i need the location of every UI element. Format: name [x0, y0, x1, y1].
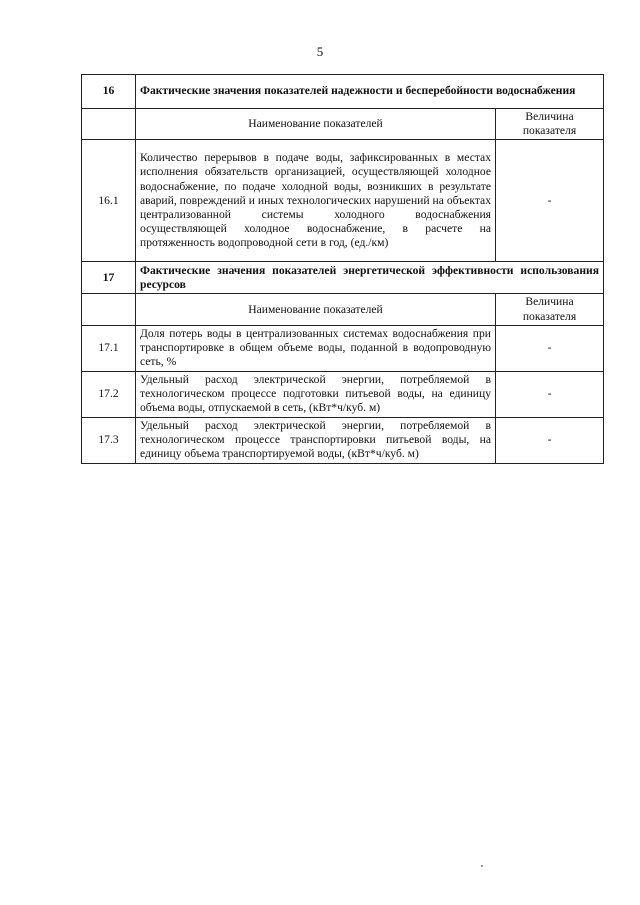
- column-header-value: Величина показателя: [496, 109, 604, 140]
- table-row: [82, 140, 604, 262]
- row-description: Удельный расход электрической энергии, потребляемой в технологическом процессе подготовки питьевой воды, на единицу объема воды, отпускаемой в сеть, (кВт*ч/куб. м): [136, 371, 496, 417]
- column-header-row: [82, 294, 604, 325]
- row-number: 16.1: [82, 140, 136, 262]
- section-row: [82, 262, 604, 294]
- column-header-value: Величина показателя: [496, 294, 604, 325]
- column-header-name: Наименование показателей: [136, 109, 496, 140]
- empty-cell: [82, 294, 136, 325]
- row-description: Количество перерывов в подаче воды, зафиксированных в местах исполнения обязательств организацией, осуществляющей холодное водоснабжение, по подаче холодной воды, возникших в результате аварий, повреждений и иных технологических нарушений на объектах централизованной системы холодного водоснабжения осуществляющей холодное водоснабжение, в расчете на протяженность водопроводной сети в год, (ед./км): [136, 140, 496, 262]
- section-row: [82, 75, 604, 109]
- row-value: -: [496, 325, 604, 371]
- table-row: [82, 417, 604, 463]
- row-number: 17.3: [82, 417, 136, 463]
- column-header-row: [82, 109, 604, 140]
- row-number: 17.2: [82, 371, 136, 417]
- row-number: 17.1: [82, 325, 136, 371]
- row-description: Доля потерь воды в централизованных системах водоснабжения при транспортировке в общем объеме воды, поданной в водопроводную сеть, %: [136, 325, 496, 371]
- row-value: -: [496, 371, 604, 417]
- section-number: 16: [82, 75, 136, 109]
- page-number: 5: [316, 44, 324, 59]
- table-row: [82, 325, 604, 371]
- section-title: Фактические значения показателей надежности и бесперебойности водоснабжения: [136, 75, 604, 109]
- table-row: [82, 371, 604, 417]
- row-value: -: [496, 417, 604, 463]
- column-header-name: Наименование показателей: [136, 294, 496, 325]
- row-description: Удельный расход электрической энергии, потребляемой в технологическом процессе транспортировки питьевой воды, на единицу объема транспортируемой воды, (кВт*ч/куб. м): [136, 417, 496, 463]
- section-title: Фактические значения показателей энергетической эффективности использования ресурсов: [136, 262, 604, 294]
- empty-cell: [82, 109, 136, 140]
- indicators-table: [81, 74, 604, 464]
- scan-artifact-dot: [481, 865, 483, 867]
- section-number: 17: [82, 262, 136, 294]
- row-value: -: [496, 140, 604, 262]
